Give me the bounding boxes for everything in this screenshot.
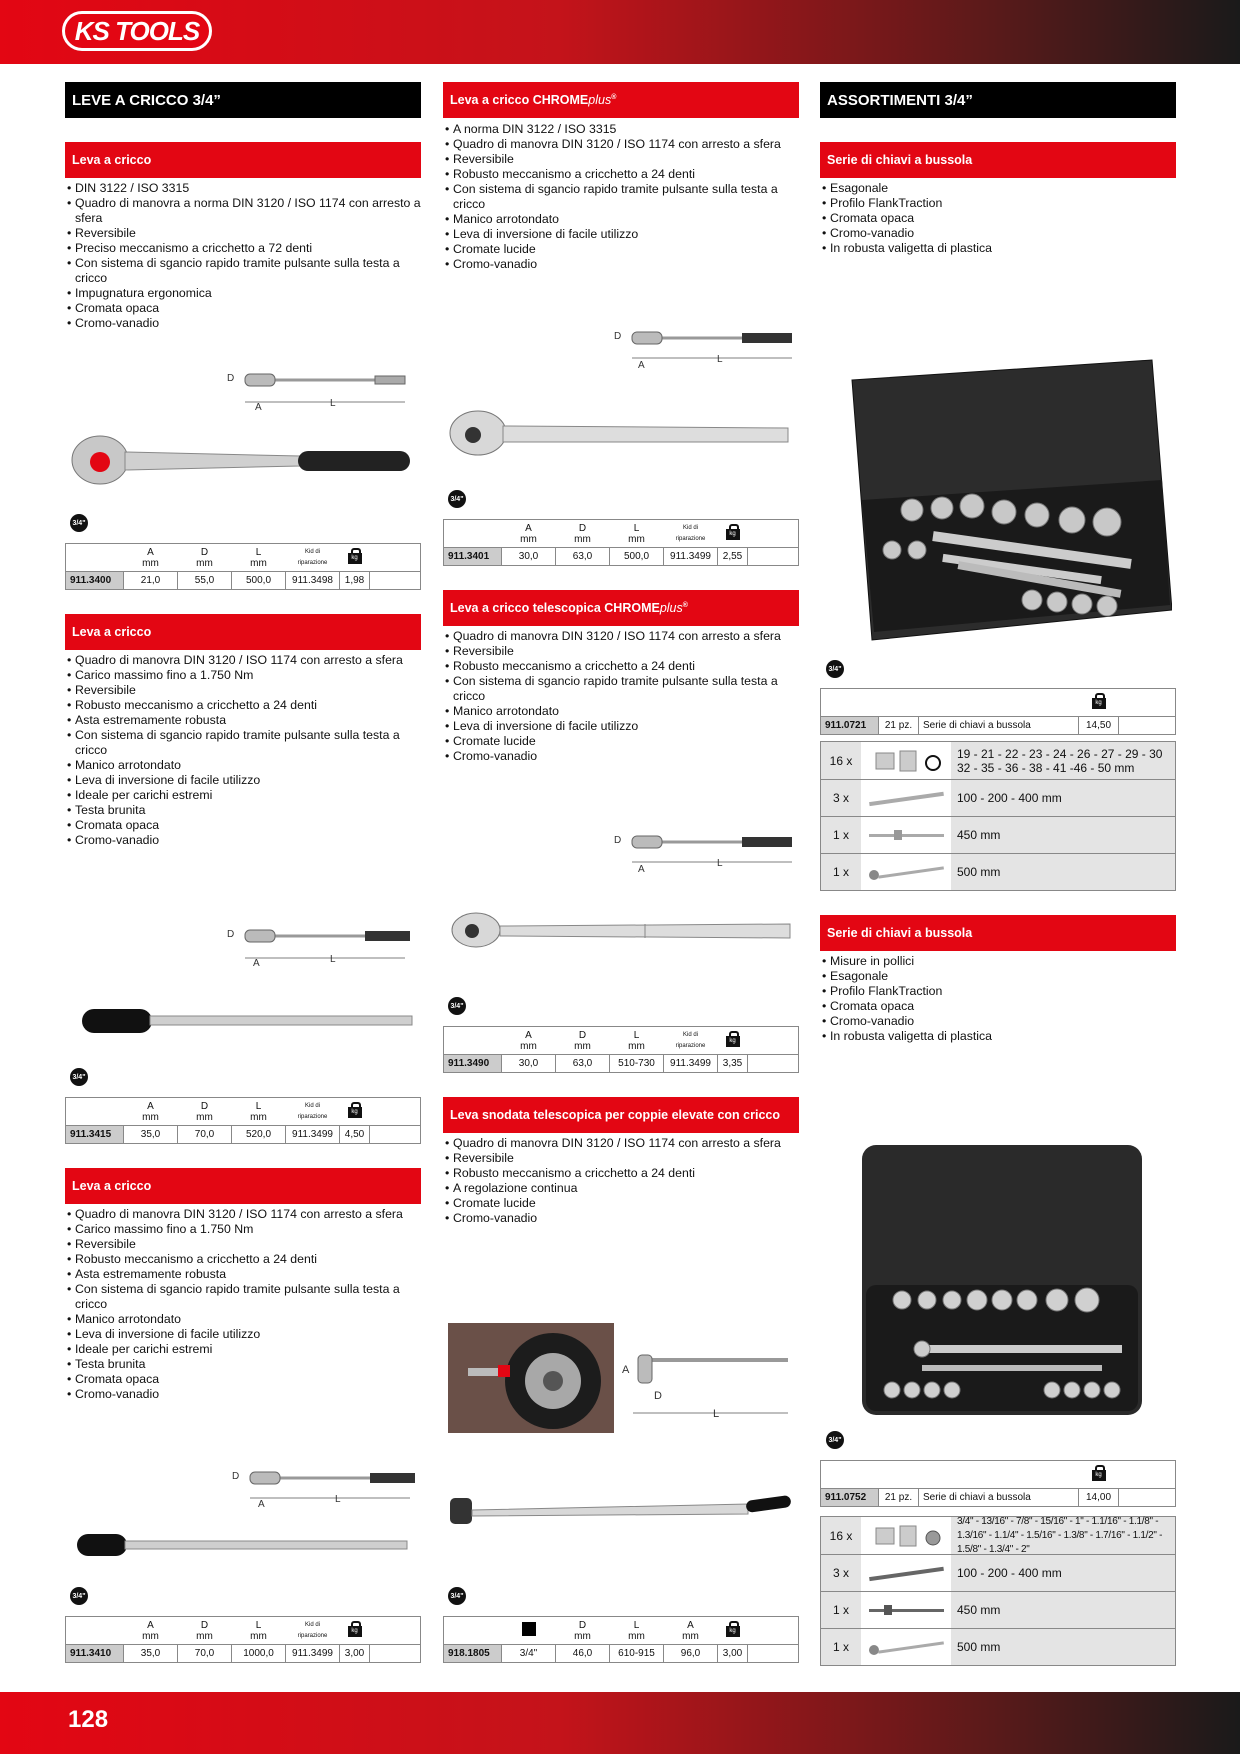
feature-item: • A norma DIN 3122 / ISO 3315: [443, 122, 799, 137]
svg-text:D: D: [654, 1390, 662, 1402]
spec-table: A mm D mm L mm Kid di riparazione kg 911.3490 30,0 63,0 510-730 911.3499 3,35: [443, 1026, 799, 1073]
dimension-diagram: [612, 322, 797, 372]
feature-item: • In robusta valigetta di plastica: [820, 1029, 1176, 1044]
dimension-diagram: [225, 918, 415, 968]
feature-item: • Cromo-vanadio: [65, 1387, 421, 1402]
feature-item: • Quadro di manovra DIN 3120 / ISO 1174 con arresto a sfera: [443, 1136, 799, 1151]
spec-table: D mm L mm A mm kg 918.1805 3/4" 46,0 610-915 96,0 3,00: [443, 1616, 799, 1663]
feature-item: • Cromo-vanadio: [443, 1211, 799, 1226]
ratchet-image: [450, 910, 795, 950]
ratchet-image: [448, 408, 793, 458]
weight-icon: [726, 1621, 740, 1637]
feature-item: • Cromo-vanadio: [820, 1014, 1176, 1029]
ratchet-image: [70, 430, 415, 490]
drive-size-badge: 3/4": [826, 1431, 844, 1449]
t-handle-icon: [861, 1592, 951, 1628]
weight-icon: [726, 1031, 740, 1047]
article-number: 911.0721: [821, 717, 879, 735]
feature-item: • Cromo-vanadio: [820, 226, 1176, 241]
feature-item: • Reversibile: [65, 683, 421, 698]
feature-item: • Cromate lucide: [443, 242, 799, 257]
feature-item: • Ideale per carichi estremi: [65, 1342, 421, 1357]
socket-icon: [861, 742, 951, 779]
feature-item: • Cromo-vanadio: [65, 833, 421, 848]
product-heading: Leva a cricco: [65, 1168, 421, 1204]
svg-text:L: L: [713, 1408, 720, 1420]
feature-item: • Reversibile: [65, 1237, 421, 1252]
feature-item: • Profilo FlankTraction: [820, 196, 1176, 211]
drive-size-badge: 3/4": [826, 660, 844, 678]
feature-item: • Con sistema di sgancio rapido tramite pulsante sulla testa a cricco: [443, 674, 799, 704]
dim-label-l: L: [330, 398, 336, 409]
feature-item: • Con sistema di sgancio rapido tramite pulsante sulla testa a cricco: [443, 182, 799, 212]
feature-item: • Quadro di manovra DIN 3120 / ISO 1174 con arresto a sfera: [65, 1207, 421, 1222]
component-row: 1 x 500 mm: [821, 853, 1175, 890]
dimension-diagram: [230, 1460, 420, 1510]
spec-table: A mm D mm L mm Kid di riparazione kg 911.3410 35,0 70,0 1000,0 911.3499 3,00: [65, 1616, 421, 1663]
feature-item: • Quadro di manovra DIN 3120 / ISO 1174 con arresto a sfera: [443, 137, 799, 152]
feature-item: • Manico arrotondato: [443, 704, 799, 719]
component-row: 1 x 450 mm: [821, 1591, 1175, 1628]
feature-item: • Leva di inversione di facile utilizzo: [443, 227, 799, 242]
dim-label-a: A: [255, 402, 262, 412]
feature-list: [820, 181, 1176, 256]
weight-icon: [726, 524, 740, 540]
component-row: 16 x 3/4" - 13/16" - 7/8" - 15/16" - 1" - 1.1/16" - 1.1/8" - 1.3/16" - 1.1/4" - 1.5/16" - 1.3/8" - 1.7/16" - 1.1/2" - 1.5/8" - 1.3/4" - 2": [821, 1517, 1175, 1554]
dim-label-d: D: [227, 373, 235, 384]
feature-item: • Cromate lucide: [443, 734, 799, 749]
svg-text:L: L: [335, 1494, 341, 1505]
svg-text:L: L: [330, 954, 336, 965]
product-heading: Serie di chiavi a bussola: [820, 915, 1176, 951]
feature-item: • Cromata opaca: [820, 211, 1176, 226]
svg-text:L: L: [717, 858, 723, 869]
feature-item: • Cromo-vanadio: [443, 749, 799, 764]
component-row: 1 x 500 mm: [821, 1628, 1175, 1665]
dimension-diagram: [225, 362, 425, 412]
drive-size-badge: 3/4": [448, 490, 466, 508]
feature-item: • Manico arrotondato: [65, 758, 421, 773]
feature-item: • Profilo FlankTraction: [820, 984, 1176, 999]
feature-item: • Reversibile: [443, 152, 799, 167]
ratchet-icon: [861, 1629, 951, 1665]
svg-text:L: L: [717, 354, 723, 365]
feature-item: • Robusto meccanismo a cricchetto a 24 denti: [443, 1166, 799, 1181]
t-handle-icon: [861, 817, 951, 853]
product-heading: Leva a cricco telescopica CHROMEplus®: [443, 590, 799, 626]
drive-size-badge: 3/4": [70, 1587, 88, 1605]
feature-item: • Manico arrotondato: [65, 1312, 421, 1327]
feature-item: • Robusto meccanismo a cricchetto a 24 denti: [65, 1252, 421, 1267]
feature-list: [443, 629, 799, 764]
extension-icon: [861, 1555, 951, 1591]
svg-text:D: D: [232, 1471, 240, 1482]
component-row: 1 x 450 mm: [821, 816, 1175, 853]
svg-text:D: D: [614, 331, 622, 342]
feature-item: • Impugnatura ergonomica: [65, 286, 421, 301]
feature-item: • Quadro di manovra a norma DIN 3120 / ISO 1174 con arresto a sfera: [65, 196, 421, 226]
set-table: kg 911.0721 21 pz. Serie di chiavi a bussola 14,50: [820, 688, 1176, 735]
spec-table: A mm D mm L mm Kid di riparazione kg 911.3401 30,0 63,0 500,0 911.3499 2,55: [443, 519, 799, 566]
article-number: 911.3415: [66, 1126, 124, 1144]
feature-item: • Esagonale: [820, 181, 1176, 196]
feature-item: • Con sistema di sgancio rapido tramite pulsante sulla testa a cricco: [65, 256, 421, 286]
drive-size-badge: 3/4": [70, 514, 88, 532]
feature-item: • Reversibile: [443, 644, 799, 659]
svg-text:D: D: [227, 929, 235, 940]
component-row: 3 x 100 - 200 - 400 mm: [821, 779, 1175, 816]
product-heading: Leva a cricco: [65, 614, 421, 650]
svg-text:A: A: [622, 1364, 630, 1376]
svg-text:A: A: [638, 864, 645, 875]
brand-logo: KS TOOLS: [62, 11, 212, 51]
socket-icon: [861, 1517, 951, 1554]
section-title: ASSORTIMENTI 3/4”: [820, 82, 1176, 118]
article-number: 911.3400: [66, 572, 124, 590]
feature-item: • Testa brunita: [65, 803, 421, 818]
component-row: 16 x 19 - 21 - 22 - 23 - 24 - 26 - 27 - 29 - 30 32 - 35 - 36 - 38 - 41 -46 - 50 mm: [821, 742, 1175, 779]
svg-text:A: A: [258, 1499, 265, 1510]
breaker-bar-image: [448, 1488, 793, 1538]
feature-item: • Carico massimo fino a 1.750 Nm: [65, 1222, 421, 1237]
article-number: 911.3401: [444, 548, 502, 566]
extension-icon: [861, 780, 951, 816]
wheel-photo: [448, 1323, 614, 1433]
feature-item: • Cromate lucide: [443, 1196, 799, 1211]
weight-icon: [1092, 1465, 1106, 1481]
ratchet-icon: [861, 854, 951, 890]
spec-table: A mm D mm L mm Kid di riparazione kg 911.3400 21,0 55,0 500,0 911.3498 1,98: [65, 543, 421, 590]
feature-item: • In robusta valigetta di plastica: [820, 241, 1176, 256]
ratchet-image: [80, 1005, 415, 1037]
components-list: [820, 1516, 1176, 1666]
article-number: 918.1805: [444, 1645, 502, 1663]
components-list: [820, 741, 1176, 891]
feature-item: • Leva di inversione di facile utilizzo: [443, 719, 799, 734]
feature-item: • Robusto meccanismo a cricchetto a 24 denti: [65, 698, 421, 713]
feature-item: • DIN 3122 / ISO 3315: [65, 181, 421, 196]
svg-text:A: A: [638, 360, 645, 371]
feature-list: [443, 122, 799, 272]
weight-icon: [348, 1621, 362, 1637]
ratchet-image: [75, 1530, 410, 1560]
product-heading: Leva a cricco: [65, 142, 421, 178]
feature-list: [65, 653, 421, 848]
drive-size-badge: 3/4": [70, 1068, 88, 1086]
feature-item: • Leva di inversione di facile utilizzo: [65, 773, 421, 788]
article-number: 911.3410: [66, 1645, 124, 1663]
socket-set-case-image: [832, 350, 1172, 660]
feature-item: • Quadro di manovra DIN 3120 / ISO 1174 con arresto a sfera: [65, 653, 421, 668]
feature-item: • Carico massimo fino a 1.750 Nm: [65, 668, 421, 683]
feature-item: • Quadro di manovra DIN 3120 / ISO 1174 con arresto a sfera: [443, 629, 799, 644]
spec-table: A mm D mm L mm Kid di riparazione kg 911.3415 35,0 70,0 520,0 911.3499 4,50: [65, 1097, 421, 1144]
article-number: 911.3490: [444, 1055, 502, 1073]
svg-text:D: D: [614, 835, 622, 846]
weight-icon: [1092, 693, 1106, 709]
feature-item: • Cromata opaca: [65, 818, 421, 833]
socket-set-case-image: [852, 1135, 1152, 1435]
feature-item: • Asta estremamente robusta: [65, 713, 421, 728]
product-heading: Serie di chiavi a bussola: [820, 142, 1176, 178]
component-row: 3 x 100 - 200 - 400 mm: [821, 1554, 1175, 1591]
feature-item: • Con sistema di sgancio rapido tramite pulsante sulla testa a cricco: [65, 728, 421, 758]
article-number: 911.0752: [821, 1489, 879, 1507]
square-drive-icon: [522, 1622, 536, 1636]
weight-icon: [348, 548, 362, 564]
feature-item: • Preciso meccanismo a cricchetto a 72 denti: [65, 241, 421, 256]
feature-item: • Cromata opaca: [65, 301, 421, 316]
svg-text:A: A: [253, 958, 260, 968]
feature-item: • Reversibile: [443, 1151, 799, 1166]
page-number: 128: [68, 1706, 109, 1733]
section-title: LEVE A CRICCO 3/4”: [65, 82, 421, 118]
product-heading: Leva snodata telescopica per coppie elevate con cricco: [443, 1097, 799, 1133]
feature-item: • Testa brunita: [65, 1357, 421, 1372]
set-table: kg 911.0752 21 pz. Serie di chiavi a bussola 14,00: [820, 1460, 1176, 1507]
header-bar: [0, 0, 1240, 64]
dimension-diagram: [612, 826, 797, 876]
drive-size-badge: 3/4": [448, 1587, 466, 1605]
feature-item: • Cromata opaca: [65, 1372, 421, 1387]
feature-list: [820, 954, 1176, 1044]
feature-item: • Misure in pollici: [820, 954, 1176, 969]
feature-item: • Esagonale: [820, 969, 1176, 984]
footer-bar: [0, 1692, 1240, 1754]
feature-list: [65, 1207, 421, 1402]
feature-item: • Reversibile: [65, 226, 421, 241]
drive-size-badge: 3/4": [448, 997, 466, 1015]
feature-item: • Leva di inversione di facile utilizzo: [65, 1327, 421, 1342]
feature-item: • Con sistema di sgancio rapido tramite pulsante sulla testa a cricco: [65, 1282, 421, 1312]
feature-item: • Ideale per carichi estremi: [65, 788, 421, 803]
feature-item: • Robusto meccanismo a cricchetto a 24 denti: [443, 659, 799, 674]
dimension-diagram: [618, 1345, 793, 1425]
feature-item: • Cromo-vanadio: [443, 257, 799, 272]
feature-list: [443, 1136, 799, 1226]
feature-item: • Manico arrotondato: [443, 212, 799, 227]
feature-item: • Cromata opaca: [820, 999, 1176, 1014]
weight-icon: [348, 1102, 362, 1118]
feature-item: • A regolazione continua: [443, 1181, 799, 1196]
feature-list: [65, 181, 421, 331]
product-heading: Leva a cricco CHROMEplus®: [443, 82, 799, 118]
feature-item: • Cromo-vanadio: [65, 316, 421, 331]
feature-item: • Robusto meccanismo a cricchetto a 24 denti: [443, 167, 799, 182]
feature-item: • Asta estremamente robusta: [65, 1267, 421, 1282]
